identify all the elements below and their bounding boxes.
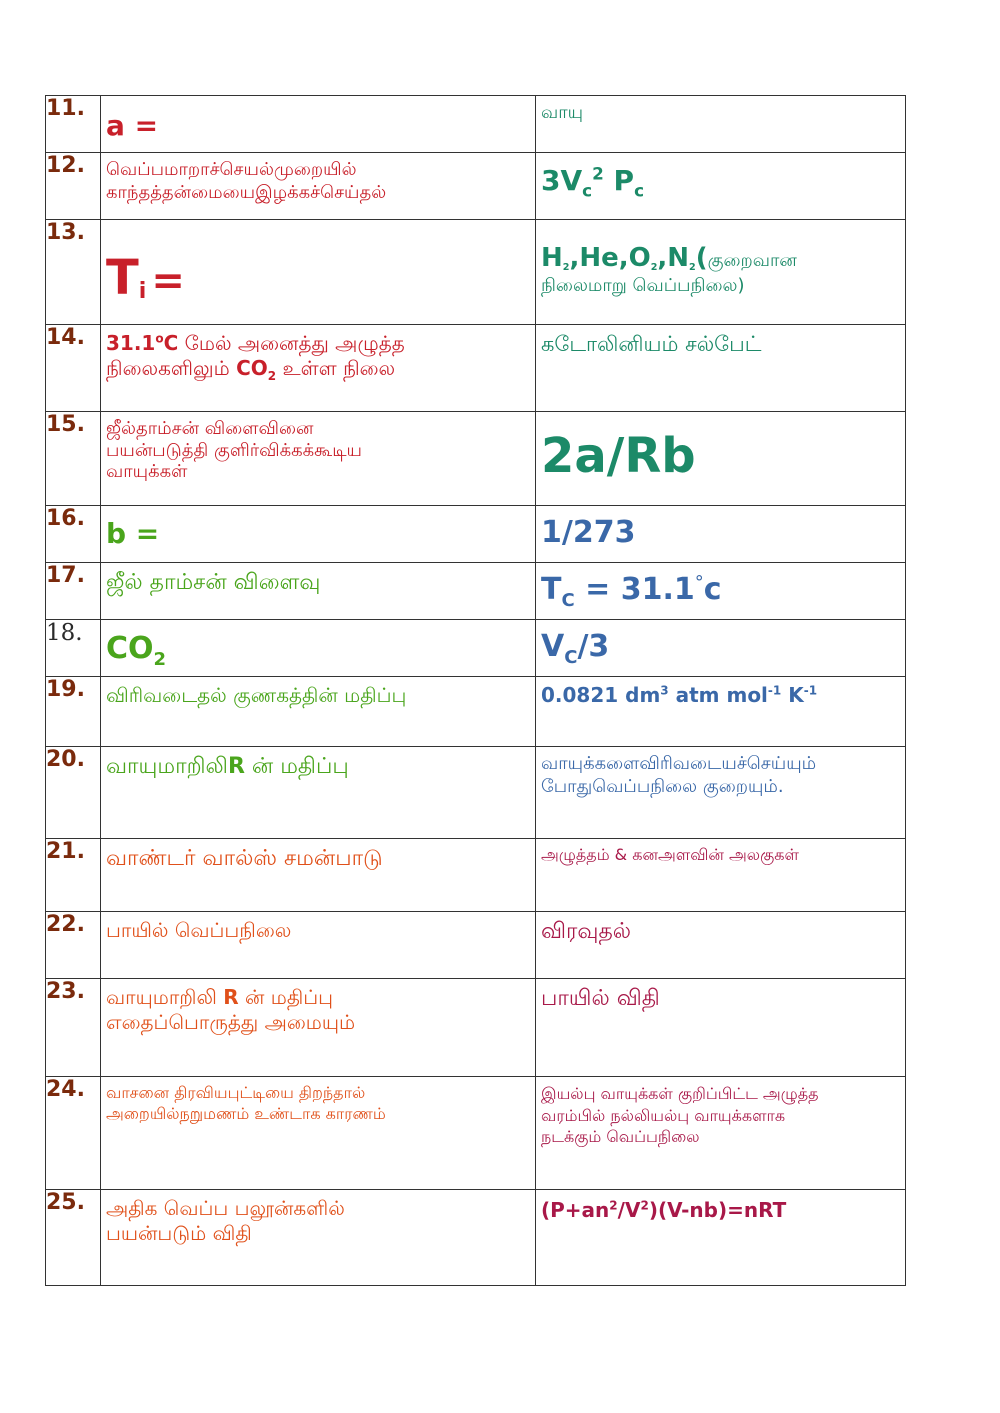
table-row — [46, 563, 906, 620]
question-cell: $CO_2$ — [101, 620, 536, 677]
table-row — [46, 912, 906, 979]
answer-cell: $(P+an^2/V^2)(V-nb)=nRT$ — [536, 1190, 906, 1286]
table-row — [46, 325, 906, 412]
answer-cell: அழுத்தம் & கனஅளவின் அலகுகள் — [536, 839, 906, 912]
row-number: 24. — [46, 1077, 101, 1190]
row-number: 18. — [46, 620, 101, 677]
answer-cell: பாயில் விதி — [536, 979, 906, 1077]
table-row — [46, 1190, 906, 1286]
question-cell: வாசனை திரவியபுட்டியை திறந்தால் அறையில்நறுமணம் உண்டாக காரணம் — [101, 1077, 536, 1190]
table-row — [46, 620, 906, 677]
row-number: 20. — [46, 747, 101, 839]
row-number: 16. — [46, 506, 101, 563]
match-table — [45, 95, 906, 1286]
table-row — [46, 153, 906, 220]
row-number: 22. — [46, 912, 101, 979]
answer-cell: கடோலினியம் சல்பேட் — [536, 325, 906, 412]
question-cell: ஜீல்தாம்சன் விளைவினை பயன்படுத்தி குளிர்விக்கக்கூடிய வாயுக்கள் — [101, 412, 536, 506]
answer-cell: இயல்பு வாயுக்கள் குறிப்பிட்ட அழுத்த வரம்பில் நல்லியல்பு வாயுக்களாக நடக்கும் வெப்பநிலை — [536, 1077, 906, 1190]
question-cell: b = — [101, 506, 536, 563]
answer-cell: வாயு — [536, 96, 906, 153]
answer-cell: $H_2,He,O_2,N_2(குறைவான$ நிலைமாறு வெப்பநிலை) — [536, 220, 906, 325]
question-cell: வெப்பமாறாச்செயல்முறையில் காந்தத்தன்மையைஇழக்கச்செய்தல் — [101, 153, 536, 220]
question-cell: வாண்டர் வால்ஸ் சமன்பாடு — [101, 839, 536, 912]
question-cell: விரிவடைதல் குணகத்தின் மதிப்பு — [101, 677, 536, 747]
question-cell: அதிக வெப்ப பலூன்களில் பயன்படும் விதி — [101, 1190, 536, 1286]
table-row — [46, 412, 906, 506]
question-cell: வாயுமாறிலி R ன் மதிப்பு எதைப்பொருத்து அமையும் — [101, 979, 536, 1077]
row-number: 11. — [46, 96, 101, 153]
row-number: 13. — [46, 220, 101, 325]
question-cell: 31.1$^o$C மேல் அனைத்து அழுத்த நிலைகளிலும் $CO_2$ உள்ள நிலை — [101, 325, 536, 412]
table-row — [46, 677, 906, 747]
row-number: 17. — [46, 563, 101, 620]
table-row — [46, 979, 906, 1077]
table-row — [46, 96, 906, 153]
answer-cell: $T_C = 31.1^\circ c$ — [536, 563, 906, 620]
row-number: 23. — [46, 979, 101, 1077]
table-row — [46, 839, 906, 912]
row-number: 15. — [46, 412, 101, 506]
row-number: 14. — [46, 325, 101, 412]
answer-cell: 0.0821 $dm^3$ atm mol$^{-1}$ $K^{-1}$ — [536, 677, 906, 747]
answer-cell: வாயுக்களைவிரிவடையச்செய்யும் போதுவெப்பநிலை குறையும். — [536, 747, 906, 839]
table-row — [46, 506, 906, 563]
question-cell: ஜீல் தாம்சன் விளைவு — [101, 563, 536, 620]
question-cell: வாயுமாறிலிR ன் மதிப்பு — [101, 747, 536, 839]
row-number: 12. — [46, 153, 101, 220]
answer-cell: 1/273 — [536, 506, 906, 563]
answer-cell: 2a/Rb — [536, 412, 906, 506]
table-row — [46, 747, 906, 839]
question-cell: பாயில் வெப்பநிலை — [101, 912, 536, 979]
question-cell: a = — [101, 96, 536, 153]
answer-cell: $3V_c^2$ $P_c$ — [536, 153, 906, 220]
row-number: 25. — [46, 1190, 101, 1286]
answer-cell: $V_C/3$ — [536, 620, 906, 677]
answer-cell: விரவுதல் — [536, 912, 906, 979]
row-number: 21. — [46, 839, 101, 912]
question-cell: $T_i$ = — [101, 220, 536, 325]
table-row — [46, 220, 906, 325]
table-row — [46, 1077, 906, 1190]
row-number: 19. — [46, 677, 101, 747]
